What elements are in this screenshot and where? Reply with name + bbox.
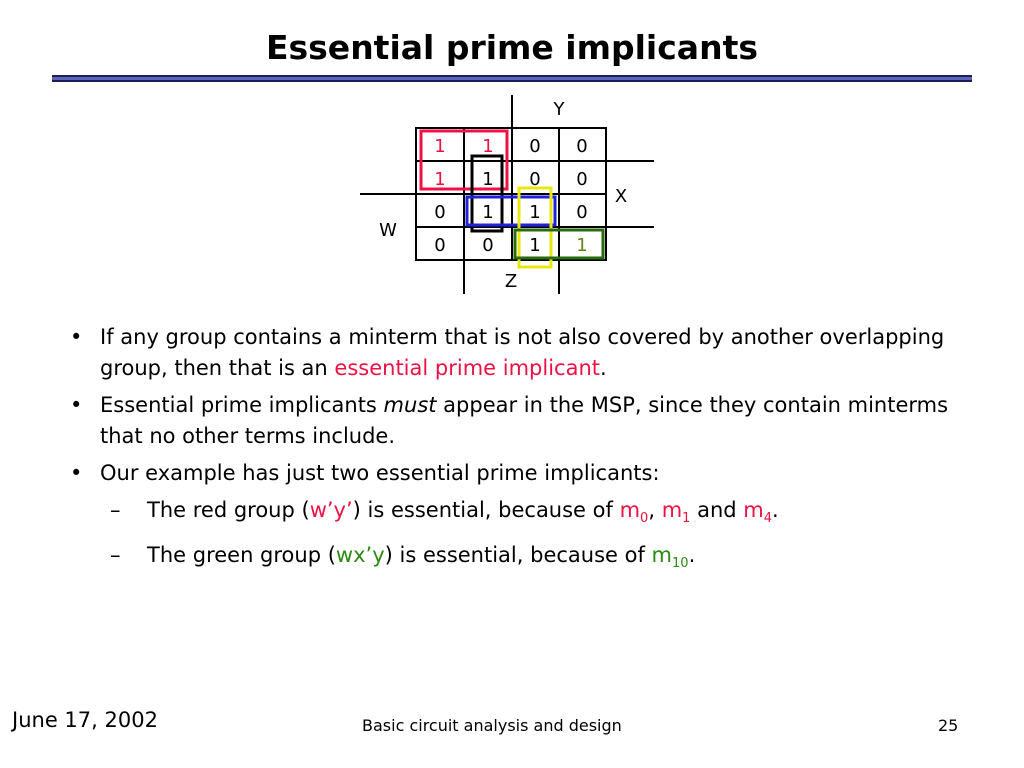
bullet-item [70,322,970,384]
bullet-item [70,458,970,489]
sub-bullet-item [70,495,970,534]
kmap-cell: 0 [576,202,588,223]
minterm-letter: m [743,498,764,522]
sub-bullet-marker: – [110,543,121,568]
bullet-marker: • [70,393,83,417]
w-label: W [379,220,397,241]
kmap-cell: 1 [482,169,494,190]
kmap-cell: 0 [434,202,446,223]
kmap-cell: 1 [482,136,494,157]
bullet-marker: • [70,325,83,349]
kmap-cell: 1 [434,169,446,190]
bullet-text: . [600,356,607,380]
minterm [743,498,773,527]
minterm-letter: m [661,498,683,522]
minterm [661,498,691,527]
kmap-cell: 0 [529,136,541,157]
sub-bullet-item [70,540,970,579]
minterm-index: 4 [763,511,773,527]
y-label: Y [553,99,565,120]
bullet-text: If any group contains a minterm that is not also covered by another overlapping group, then that is an [100,325,945,380]
x-label: X [614,186,628,207]
kmap-cell: 0 [434,235,446,256]
highlight-term: essential prime implicant [334,356,600,380]
bullet-text: and [690,498,744,522]
slide-title: Essential prime implicants [265,28,758,67]
minterm-index: 10 [672,556,689,572]
kmap-grid [360,95,654,294]
footer-date: June 17, 2002 [12,708,158,732]
bullet-text: . [772,498,779,522]
bullet-text: ) is essential, because of [352,498,620,522]
kmap-cell: 1 [434,136,446,157]
kmap-cell: 0 [482,235,494,256]
kmap-cell: 1 [482,202,494,223]
kmap-cell: 0 [529,169,541,190]
kmap-cell: 1 [529,202,541,223]
sub-bullet-marker: – [110,498,121,522]
minterm-index: 0 [640,511,649,527]
bullet-text: The red group ( [147,498,310,522]
emphasis: must [383,393,437,417]
page-number: 25 [938,716,959,735]
minterm [619,498,649,527]
bullet-text: ) is essential, because of [384,543,652,568]
bullet-text: , [648,498,662,522]
bullet-marker: • [70,461,83,485]
footer-course-title: Basic circuit analysis and design [362,716,622,735]
red-term: w’y’ [309,498,353,522]
bullet-text: The green group ( [147,543,336,568]
bullet-list [70,322,970,585]
kmap-cell: 1 [529,235,541,256]
green-term: wx’y [335,543,385,568]
kmap-cell: 0 [576,169,588,190]
minterm-index: 1 [682,511,691,527]
bullet-text: appear in the MSP, since they contain minterms that no other terms include. [100,393,949,448]
bullet-item [70,390,970,452]
kmap-cell: 0 [576,136,588,157]
kmap-cell: 1 [576,235,588,256]
minterm [651,543,689,572]
karnaugh-map [0,0,1024,310]
minterm-letter: m [619,498,641,522]
bullet-text: Our example has just two essential prime implicants: [100,461,660,485]
bullet-text: Essential prime implicants [100,393,384,417]
minterm-letter: m [651,543,673,568]
z-label: Z [504,271,518,292]
bullet-text: . [688,543,696,568]
